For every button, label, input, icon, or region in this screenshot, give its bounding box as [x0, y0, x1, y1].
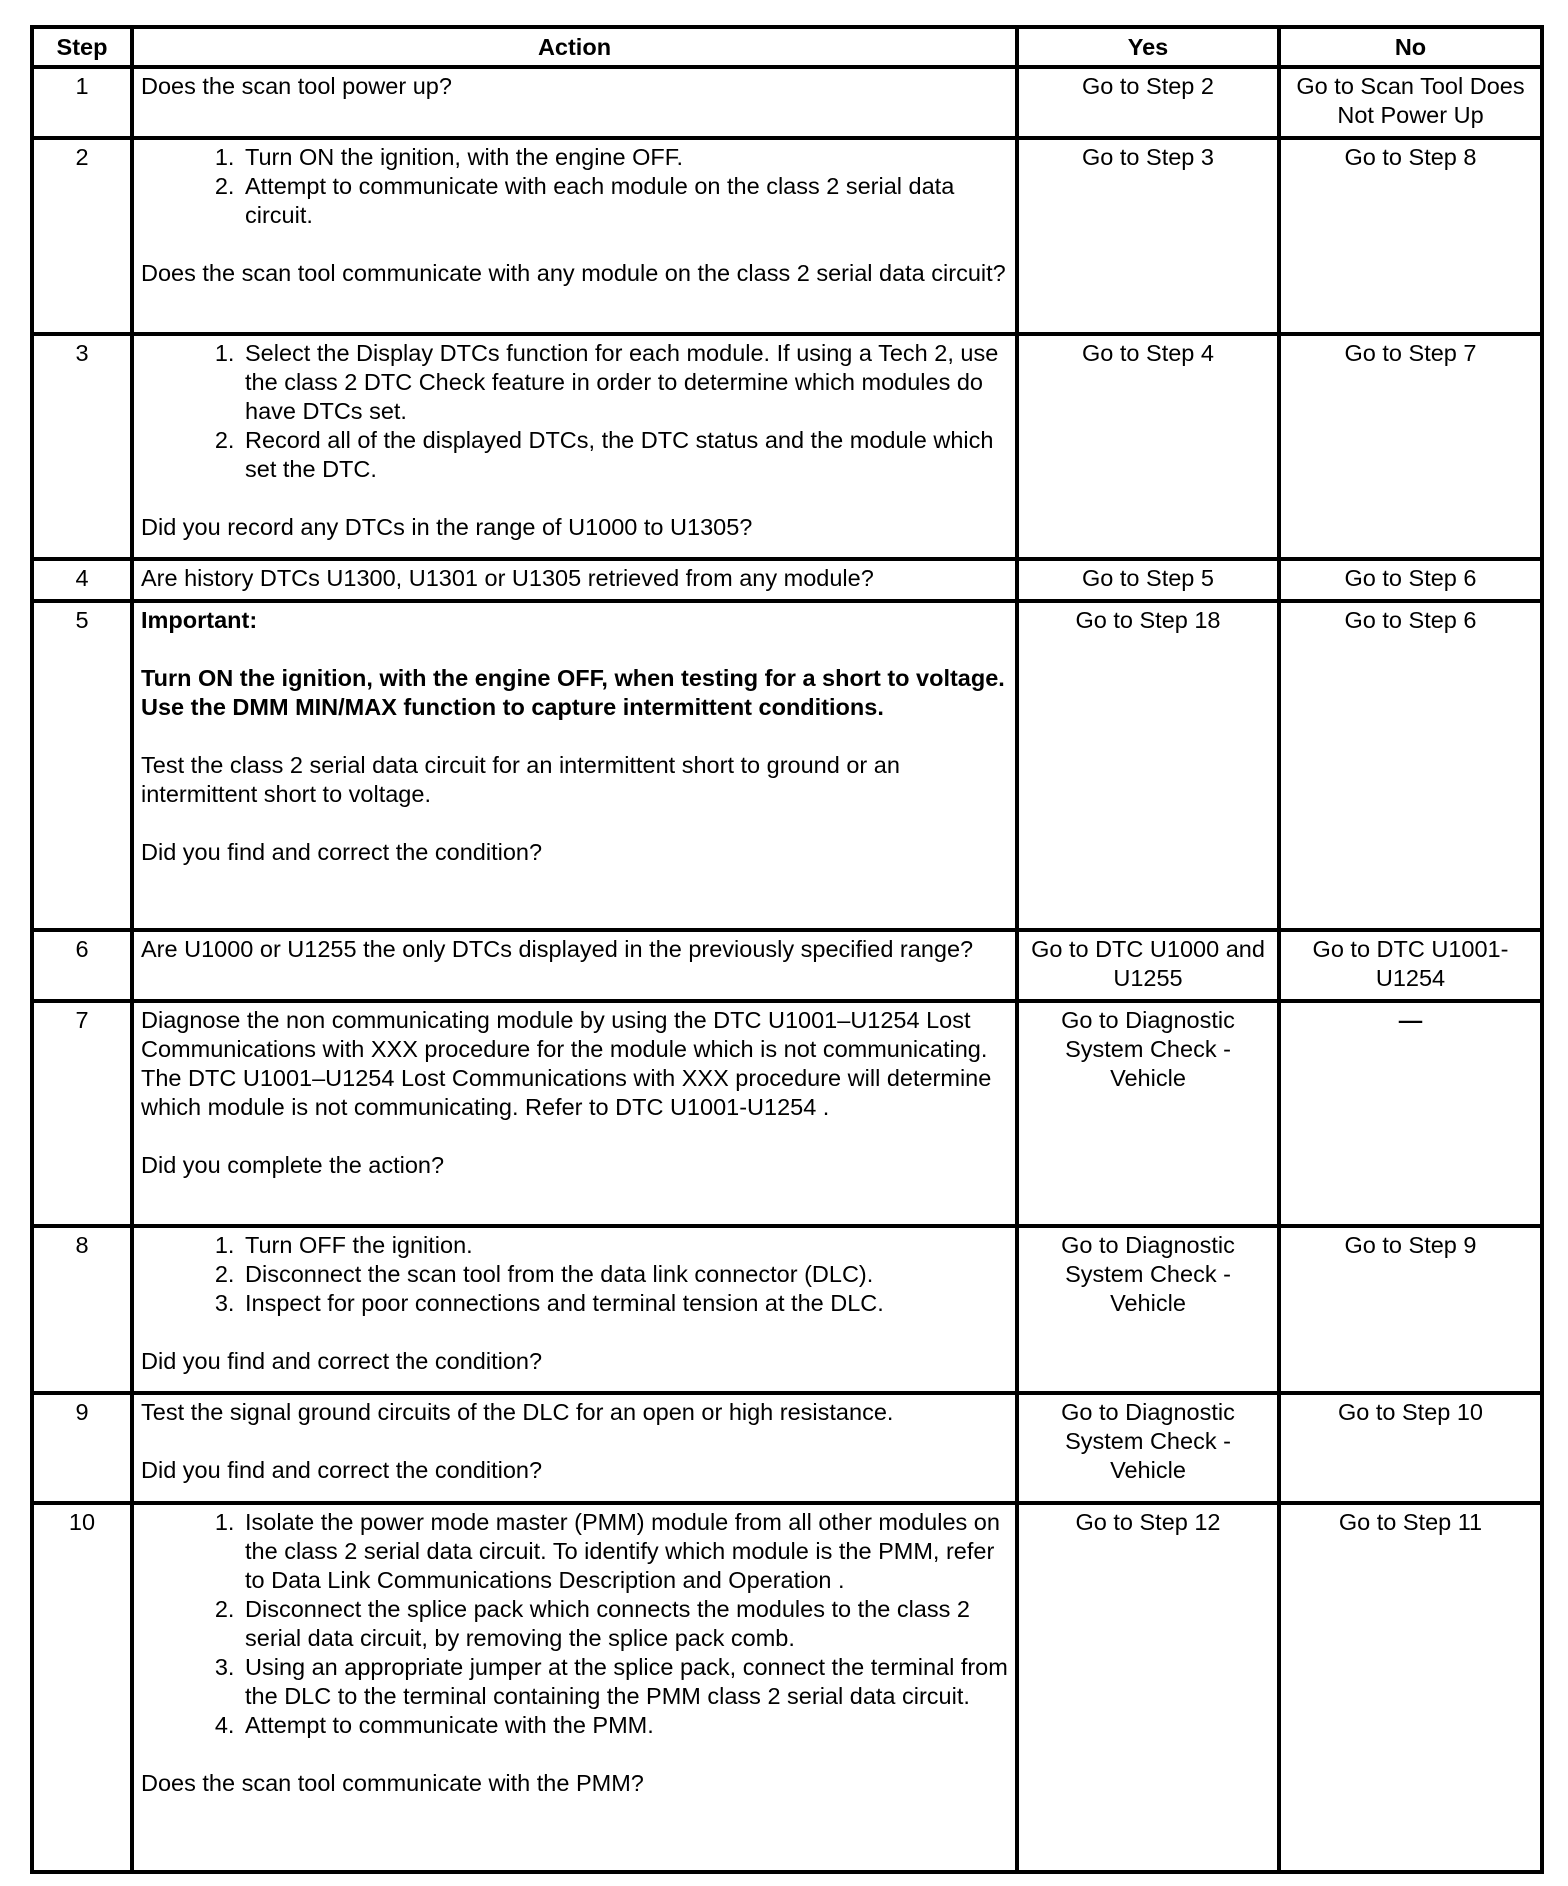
table-row-step-3 — [32, 334, 1542, 559]
yes-cell: Go to Step 2 — [1017, 67, 1279, 138]
table-row-step-10 — [32, 1503, 1542, 1872]
action-question: Did you record any DTCs in the range of U1000 to U1305? — [141, 514, 753, 540]
action-text: Test the signal ground circuits of the DLC for an open or high resistance. — [141, 1399, 894, 1425]
no-cell: Go to Step 10 — [1279, 1393, 1542, 1503]
table-row-step-5 — [32, 601, 1542, 930]
action-question: Did you complete the action? — [141, 1152, 445, 1178]
action-step: 2. Disconnect the scan tool from the data link connector (DLC). — [241, 1260, 1008, 1289]
action-cell — [132, 1226, 1017, 1393]
yes-cell: Go to Step 12 — [1017, 1503, 1279, 1872]
action-question: Are U1000 or U1255 the only DTCs displayed in the previously specified range? — [141, 936, 974, 962]
action-step: 2. Disconnect the splice pack which connects the modules to the class 2 serial data circuit, by removing the splice pack comb. — [241, 1595, 1008, 1653]
step-number: 1 — [32, 67, 132, 138]
action-step: 3. Using an appropriate jumper at the splice pack, connect the terminal from the DLC to the terminal containing the PMM class 2 serial data circuit. — [241, 1653, 1008, 1711]
action-steps-list — [141, 143, 1008, 230]
yes-cell: Go to Diagnostic System Check - Vehicle — [1017, 1393, 1279, 1503]
diagnostic-table — [30, 25, 1544, 1874]
action-steps-list — [141, 1508, 1008, 1740]
step-number: 2 — [32, 138, 132, 334]
action-cell — [132, 1393, 1017, 1503]
action-step: 2. Record all of the displayed DTCs, the DTC status and the module which set the DTC. — [241, 426, 1008, 484]
step-number: 9 — [32, 1393, 132, 1503]
yes-cell: Go to Diagnostic System Check - Vehicle — [1017, 1001, 1279, 1226]
action-question: Did you find and correct the condition? — [141, 839, 543, 865]
action-text: Test the class 2 serial data circuit for an intermittent short to ground or an intermittent short to voltage. — [141, 752, 900, 807]
yes-cell: Go to Diagnostic System Check - Vehicle — [1017, 1226, 1279, 1393]
no-cell: Go to Step 6 — [1279, 559, 1542, 601]
action-cell — [132, 601, 1017, 930]
step-number: 4 — [32, 559, 132, 601]
important-label: Important: — [141, 607, 258, 633]
action-step: 1. Turn ON the ignition, with the engine OFF. — [241, 143, 1008, 172]
table-row-step-2 — [32, 138, 1542, 334]
step-number: 10 — [32, 1503, 132, 1872]
action-step: 2. Attempt to communicate with each module on the class 2 serial data circuit. — [241, 172, 1008, 230]
action-cell — [132, 1001, 1017, 1226]
header-step: Step — [32, 27, 132, 67]
step-number: 6 — [32, 930, 132, 1001]
action-steps-list — [141, 339, 1008, 484]
action-question: Does the scan tool power up? — [141, 73, 452, 99]
no-cell: Go to Step 7 — [1279, 334, 1542, 559]
action-cell — [132, 930, 1017, 1001]
action-steps-list — [141, 1231, 1008, 1318]
action-cell — [132, 1503, 1017, 1872]
action-step: 1. Turn OFF the ignition. — [241, 1231, 1008, 1260]
yes-cell: Go to Step 18 — [1017, 601, 1279, 930]
action-step: 4. Attempt to communicate with the PMM. — [241, 1711, 1008, 1740]
yes-cell: Go to DTC U1000 and U1255 — [1017, 930, 1279, 1001]
table-row-step-1 — [32, 67, 1542, 138]
action-question: Did you find and correct the condition? — [141, 1457, 543, 1483]
no-cell: — — [1279, 1001, 1542, 1226]
table-row-step-7 — [32, 1001, 1542, 1226]
table-row-step-9 — [32, 1393, 1542, 1503]
action-cell — [132, 559, 1017, 601]
header-action: Action — [132, 27, 1017, 67]
action-cell — [132, 138, 1017, 334]
table-row-step-8 — [32, 1226, 1542, 1393]
action-step: 3. Inspect for poor connections and terminal tension at the DLC. — [241, 1289, 1008, 1318]
action-text: Diagnose the non communicating module by using the DTC U1001–U1254 Lost Communications with XXX procedure for the module which is not communicating. The DTC U1001–U1254 Lost Communications with XXX procedure will determine which module is not communicating. Refer to DTC U1001-U1254 . — [141, 1007, 992, 1120]
no-cell: Go to Scan Tool Does Not Power Up — [1279, 67, 1542, 138]
action-question: Does the scan tool communicate with the PMM? — [141, 1770, 644, 1796]
step-number: 5 — [32, 601, 132, 930]
yes-cell: Go to Step 3 — [1017, 138, 1279, 334]
important-note: Turn ON the ignition, with the engine OFF, when testing for a short to voltage. Use the DMM MIN/MAX function to capture intermittent conditions. — [141, 665, 1005, 720]
step-number: 8 — [32, 1226, 132, 1393]
table-row-step-6 — [32, 930, 1542, 1001]
yes-cell: Go to Step 5 — [1017, 559, 1279, 601]
no-cell: Go to Step 6 — [1279, 601, 1542, 930]
action-question: Did you find and correct the condition? — [141, 1348, 543, 1374]
action-question: Does the scan tool communicate with any module on the class 2 serial data circuit? — [141, 260, 1006, 286]
step-number: 3 — [32, 334, 132, 559]
no-cell: Go to Step 8 — [1279, 138, 1542, 334]
yes-cell: Go to Step 4 — [1017, 334, 1279, 559]
action-cell — [132, 67, 1017, 138]
action-cell — [132, 334, 1017, 559]
action-step: 1. Select the Display DTCs function for each module. If using a Tech 2, use the class 2 DTC Check feature in order to determine which modules do have DTCs set. — [241, 339, 1008, 426]
header-yes: Yes — [1017, 27, 1279, 67]
action-step: 1. Isolate the power mode master (PMM) module from all other modules on the class 2 serial data circuit. To identify which module is the PMM, refer to Data Link Communications Description and Operation . — [241, 1508, 1008, 1595]
no-cell: Go to Step 11 — [1279, 1503, 1542, 1872]
header-row — [32, 27, 1542, 67]
no-cell: Go to Step 9 — [1279, 1226, 1542, 1393]
step-number: 7 — [32, 1001, 132, 1226]
action-question: Are history DTCs U1300, U1301 or U1305 retrieved from any module? — [141, 565, 874, 591]
no-cell: Go to DTC U1001-U1254 — [1279, 930, 1542, 1001]
header-no: No — [1279, 27, 1542, 67]
table-row-step-4 — [32, 559, 1542, 601]
